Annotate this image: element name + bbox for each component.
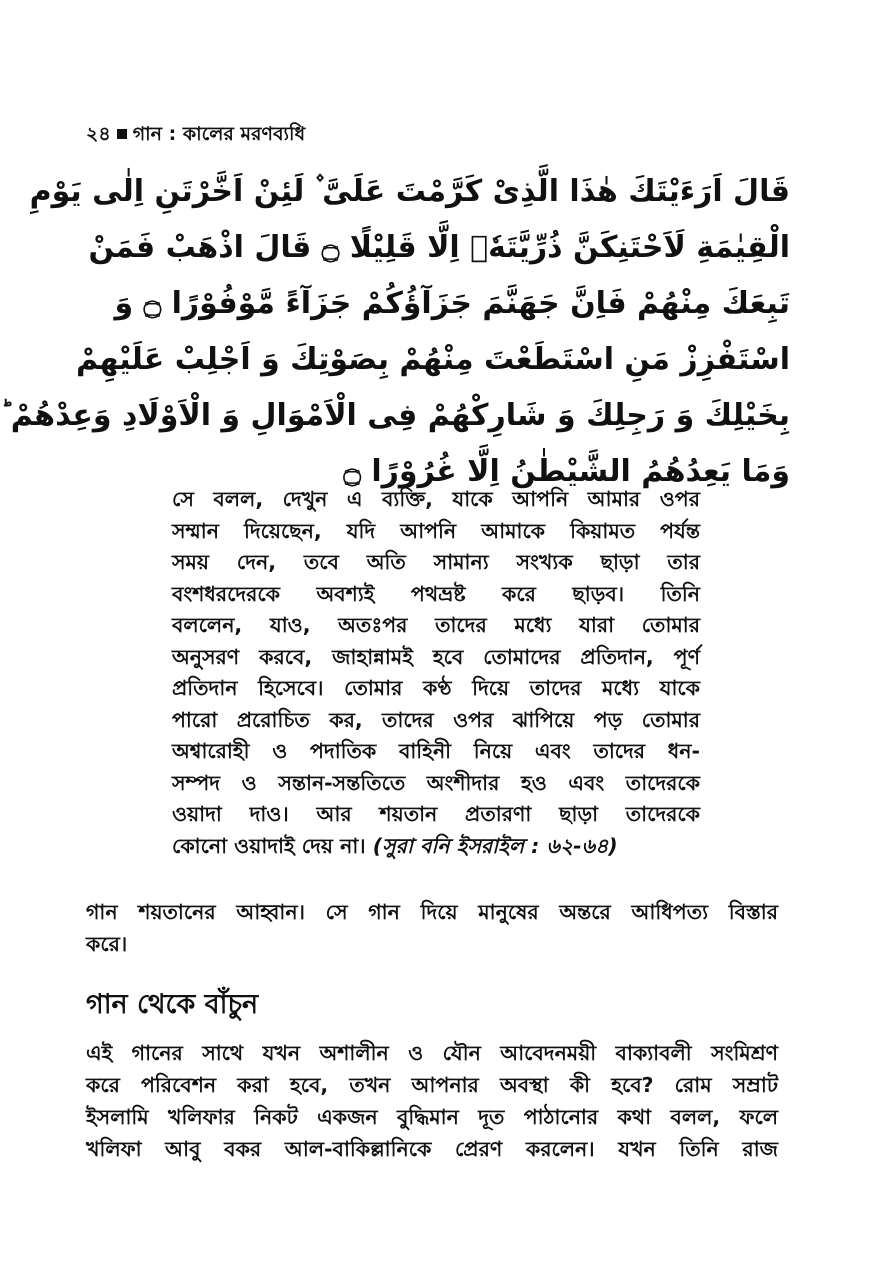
paragraph-line: ইসলামি খলিফার নিকট একজন বুদ্ধিমান দূত পাঠানোর কথা বলল, ফলে [86, 1105, 778, 1129]
translation-line: বংশধরদেরকে অবশ্যই পথভ্রষ্ট করে ছাড়ব। তিনি [172, 581, 700, 606]
paragraph-line: এই গানের সাথে যখন অশালীন ও যৌন আবেদনময়ী বাক্যাবলী সংমিশ্রণ [86, 1041, 778, 1065]
paragraph [86, 1037, 778, 1165]
running-header [86, 120, 305, 152]
translation-block [172, 484, 700, 862]
arabic-line: وَمَا يَعِدُهُمُ الشَّيْطٰنُ اِلَّا غُرُوْرًا ۝ [343, 454, 790, 489]
square-bullet-icon [117, 129, 127, 139]
translation-line: অশ্বারোহী ও পদাতিক বাহিনী নিয়ে এবং তাদের ধন- [172, 739, 700, 763]
running-title: গান : কালের মরণব্যধি [132, 123, 306, 145]
paragraph-line: করে পরিবেশন করা হবে, তখন আপনার অবস্থা কী হবে? রোম সম্রাট [86, 1073, 778, 1097]
translation-line: পারো প্ররোচিত কর, তাদের ওপর ঝাপিয়ে পড় তোমার [172, 707, 700, 732]
translation-line: সম্পদ ও সন্তান-সন্ততিতে অংশীদার হও এবং তাদেরকে [172, 770, 700, 795]
translation-line: প্রতিদান হিসেবে। তোমার কণ্ঠ দিয়ে তাদের মধ্যে যাকে [172, 676, 700, 700]
translation-line: অনুসরণ করবে, জাহান্নামই হবে তোমাদের প্রতিদান, পূর্ণ [172, 644, 700, 669]
translation-line: বললেন, যাও, অতঃপর তাদের মধ্যে যারা তোমার [172, 613, 700, 637]
arabic-line: اسْتَفْزِزْ مَنِ اسْتَطَعْتَ مِنْهُمْ بِصَوْتِكَ وَ اَجْلِبْ عَلَيْهِمْ [75, 342, 790, 377]
translation-line: সে বলল, দেখুন এ ব্যক্তি, যাকে আপনি আমার ওপর [172, 487, 700, 511]
translation-line-final [172, 831, 700, 863]
translation-line: সম্মান দিয়েছেন, যদি আপনি আমাকে কিয়ামত পর্যন্ত [172, 518, 700, 543]
translation-line: ওয়াদা দাও। আর শয়তান প্রতারণা ছাড়া তাদেরকে [172, 802, 700, 826]
paragraph [86, 896, 778, 960]
paragraph-line: গান শয়তানের আহ্বান। সে গান দিয়ে মানুষের অন্তরে আধিপত্য বিস্তার [86, 900, 778, 924]
arabic-line: بِخَيْلِكَ وَ رَجِلِكَ وَ شَارِكْهُمْ فِى الْاَمْوَالِ وَ الْاَوْلَادِ وَعِدْهُمْ ؕ [0, 398, 790, 433]
section-heading: গান থেকে বাঁচুন [86, 989, 259, 1020]
arabic-line: قَالَ اَرَءَيْتَكَ هٰذَا الَّذِىْ كَرَّمْتَ عَلَىَّ ۫ لَئِنْ اَخَّرْتَنِ اِلٰى يَوْمِ [29, 174, 790, 209]
page-number: ২৪ [86, 123, 111, 145]
translation-line: কোনো ওয়াদাই দেয় না। [172, 833, 366, 858]
arabic-line: تَبِعَكَ مِنْهُمْ فَاِنَّ جَهَنَّمَ جَزَآؤُكُمْ جَزَآءً مَّوْفُوْرًا ۝ وَ [114, 286, 790, 321]
arabic-line: الْقِيٰمَةِ لَاَحْتَنِكَنَّ ذُرِّيَّتَهٗۤ اِلَّا قَلِيْلًا ۝ قَالَ اذْهَبْ فَمَنْ [88, 230, 790, 265]
paragraph-line: খলিফা আবু বকর আল-বাকিল্লানিকে প্রেরণ করলেন। যখন তিনি রাজ [86, 1137, 778, 1161]
verse-reference: (সুরা বনি ইসরাইল : ৬২-৬৪) [372, 833, 618, 858]
paragraph-line: করে। [86, 932, 128, 956]
quran-arabic-block [0, 164, 790, 500]
translation-line: সময় দেন, তবে অতি সামান্য সংখ্যক ছাড়া তার [172, 550, 700, 574]
